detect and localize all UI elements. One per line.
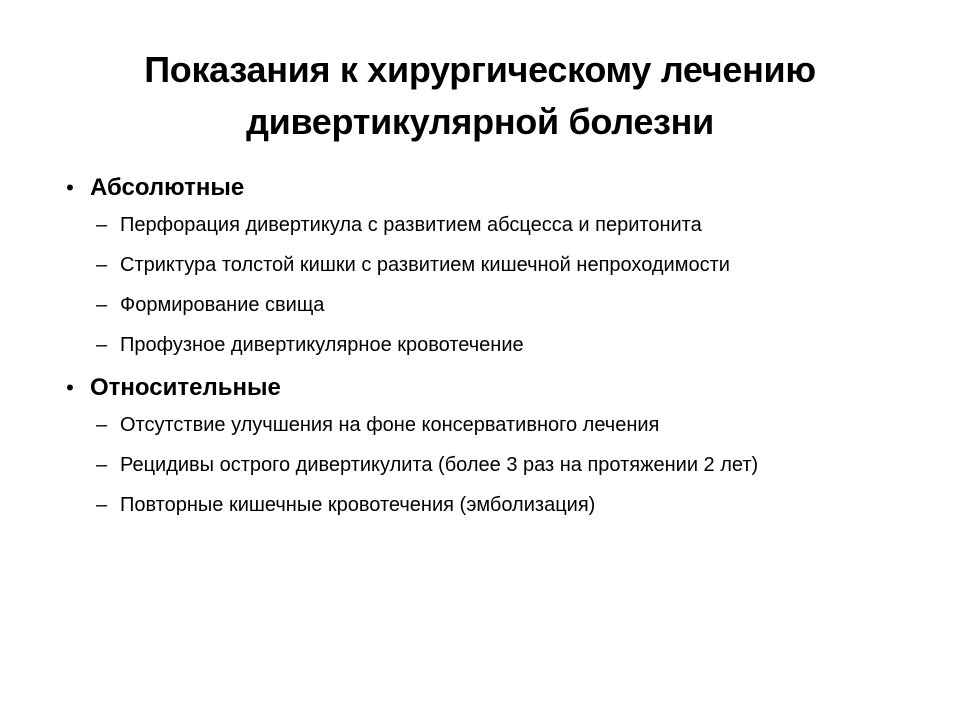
sub-item xyxy=(60,450,910,480)
dash-icon: – xyxy=(96,294,108,316)
slide-body xyxy=(60,170,920,530)
sub-item-text: Повторные кишечные кровотечения (эмболизация) xyxy=(120,494,596,516)
dash-icon: – xyxy=(96,334,108,356)
section-absolute xyxy=(60,170,920,360)
dash-icon: – xyxy=(96,214,108,236)
dash-icon: – xyxy=(96,254,108,276)
bullet-icon: • xyxy=(66,375,74,400)
slide-title-line-2: дивертикулярной болезни xyxy=(246,101,714,142)
sub-item xyxy=(60,410,910,440)
bullet-icon: • xyxy=(66,175,74,200)
sub-item-text: Стриктура толстой кишки с развитием кишечной непроходимости xyxy=(120,254,730,276)
slide-title-line-1: Показания к хирургическому лечению xyxy=(144,49,816,90)
sub-item xyxy=(60,490,910,520)
sub-item xyxy=(60,210,910,240)
bullet-item-absolute xyxy=(60,170,920,206)
section-heading: Относительные xyxy=(90,374,281,401)
dash-icon: – xyxy=(96,454,108,476)
dash-icon: – xyxy=(96,414,108,436)
sub-item-text: Рецидивы острого дивертикулита (более 3 раз на протяжении 2 лет) xyxy=(120,454,759,476)
sub-item-text: Формирование свища xyxy=(120,294,325,316)
sub-item-text: Перфорация дивертикула с развитием абсцесса и перитонита xyxy=(120,214,702,236)
sub-item xyxy=(60,330,910,360)
section-relative xyxy=(60,370,920,520)
bullet-item-relative xyxy=(60,370,920,406)
sub-item xyxy=(60,250,910,280)
sub-item xyxy=(60,290,910,320)
section-heading: Абсолютные xyxy=(90,174,245,201)
slide-title xyxy=(60,44,900,148)
sub-item-text: Отсутствие улучшения на фоне консервативного лечения xyxy=(120,414,660,436)
dash-icon: – xyxy=(96,494,108,516)
sub-item-text: Профузное дивертикулярное кровотечение xyxy=(120,334,524,356)
